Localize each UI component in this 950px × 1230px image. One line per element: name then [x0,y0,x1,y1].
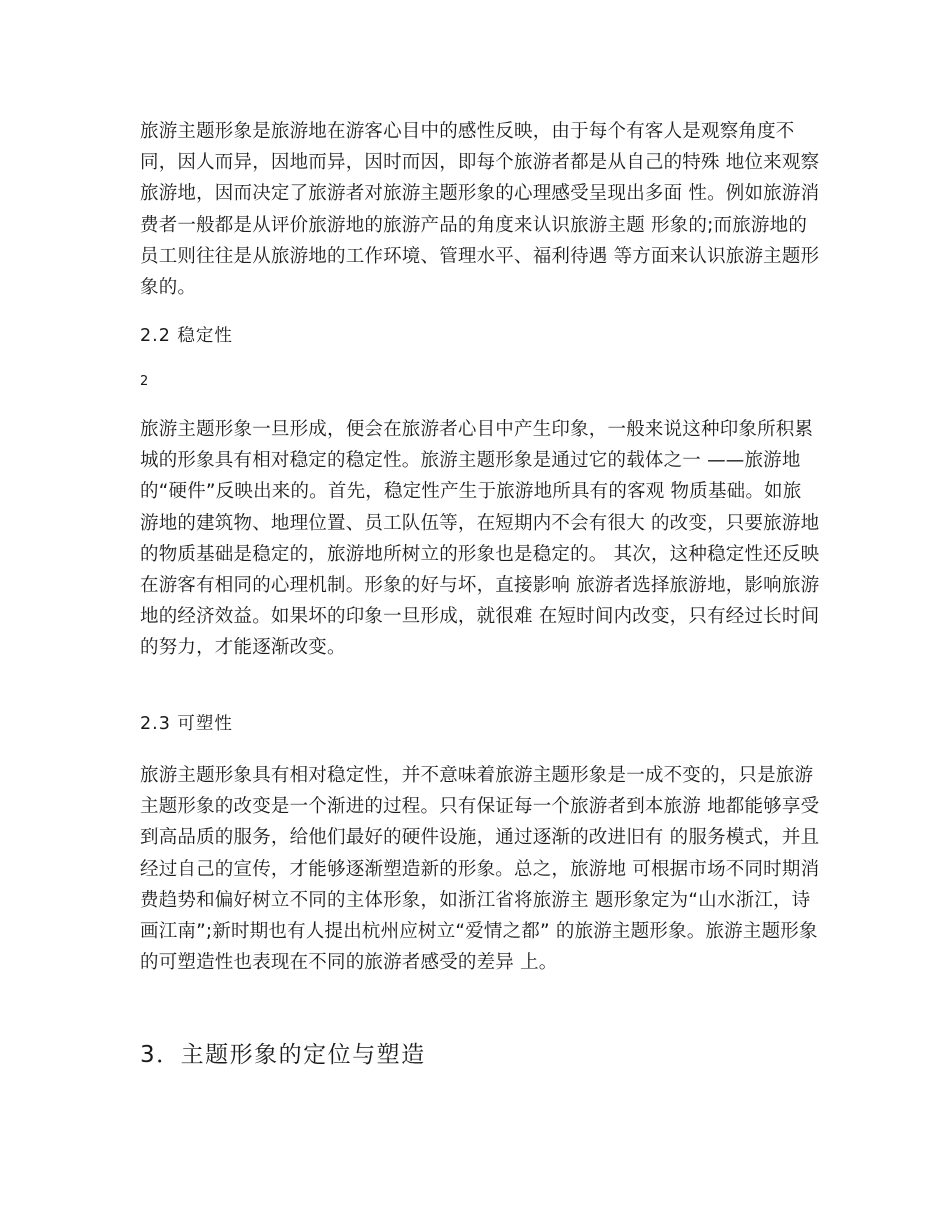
paragraph-theme-image-perception: 旅游主题形象是旅游地在游客心目中的感性反映，由于每个有客人是观察角度不同，因人而异，因地而异，因时而因，即每个旅游者都是从自己的特殊 地位来观察旅游地，因而决定了旅游者对旅游主题形象的心理感受呈现出多面 性。例如旅游消费者一般都是从评价旅游地的旅游产品的角度来认识旅游主题 形象的;而旅游地的员工则往往是从旅游地的工作环境、管理水平、福利待遇 等方面来认识旅游主题形象的。 [140,121,820,299]
section-heading-stability: 2.2 稳定性 [140,326,233,346]
page-number: 2 [140,374,149,389]
paragraph-stability: 旅游主题形象一旦形成，便会在旅游者心目中产生印象，一般来说这种印象所积累城的形象具有相对稳定的稳定性。旅游主题形象是通过它的载体之一 ——旅游地的“硬件”反映出来的。首先，稳定性产生于旅游地所具有的客观 物质基础。如旅游地的建筑物、地理位置、员工队伍等，在短期内不会有很大 的改变，只要旅游地的物质基础是稳定的，旅游地所树立的形象也是稳定的。 其次，这种稳定性还反映在游客有相同的心理机制。形象的好与坏，直接影响 旅游者选择旅游地，影响旅游地的经济效益。如果坏的印象一旦形成，就很难 在短时间内改变，只有经过长时间的努力，才能逐渐改变。 [140,419,820,659]
chapter-heading-positioning: 3．主题形象的定位与塑造 [140,1042,426,1068]
paragraph-plasticity: 旅游主题形象具有相对稳定性，并不意味着旅游主题形象是一成不变的，只是旅游主题形象的改变是一个渐进的过程。只有保证每一个旅游者到本旅游 地都能够享受到高品质的服务，给他们最好的硬件设施，通过逐渐的改进旧有 的服务模式，并且经过自己的宣传，才能够逐渐塑造新的形象。总之，旅游地 可根据市场不同时期消费趋势和偏好树立不同的主体形象，如浙江省将旅游主 题形象定为“山水浙江，诗画江南”;新时期也有人提出杭州应树立“爱情之都” 的旅游主题形象。旅游主题形象的可塑造性也表现在不同的旅游者感受的差异 上。 [140,765,820,974]
section-heading-plasticity: 2.3 可塑性 [140,714,233,734]
